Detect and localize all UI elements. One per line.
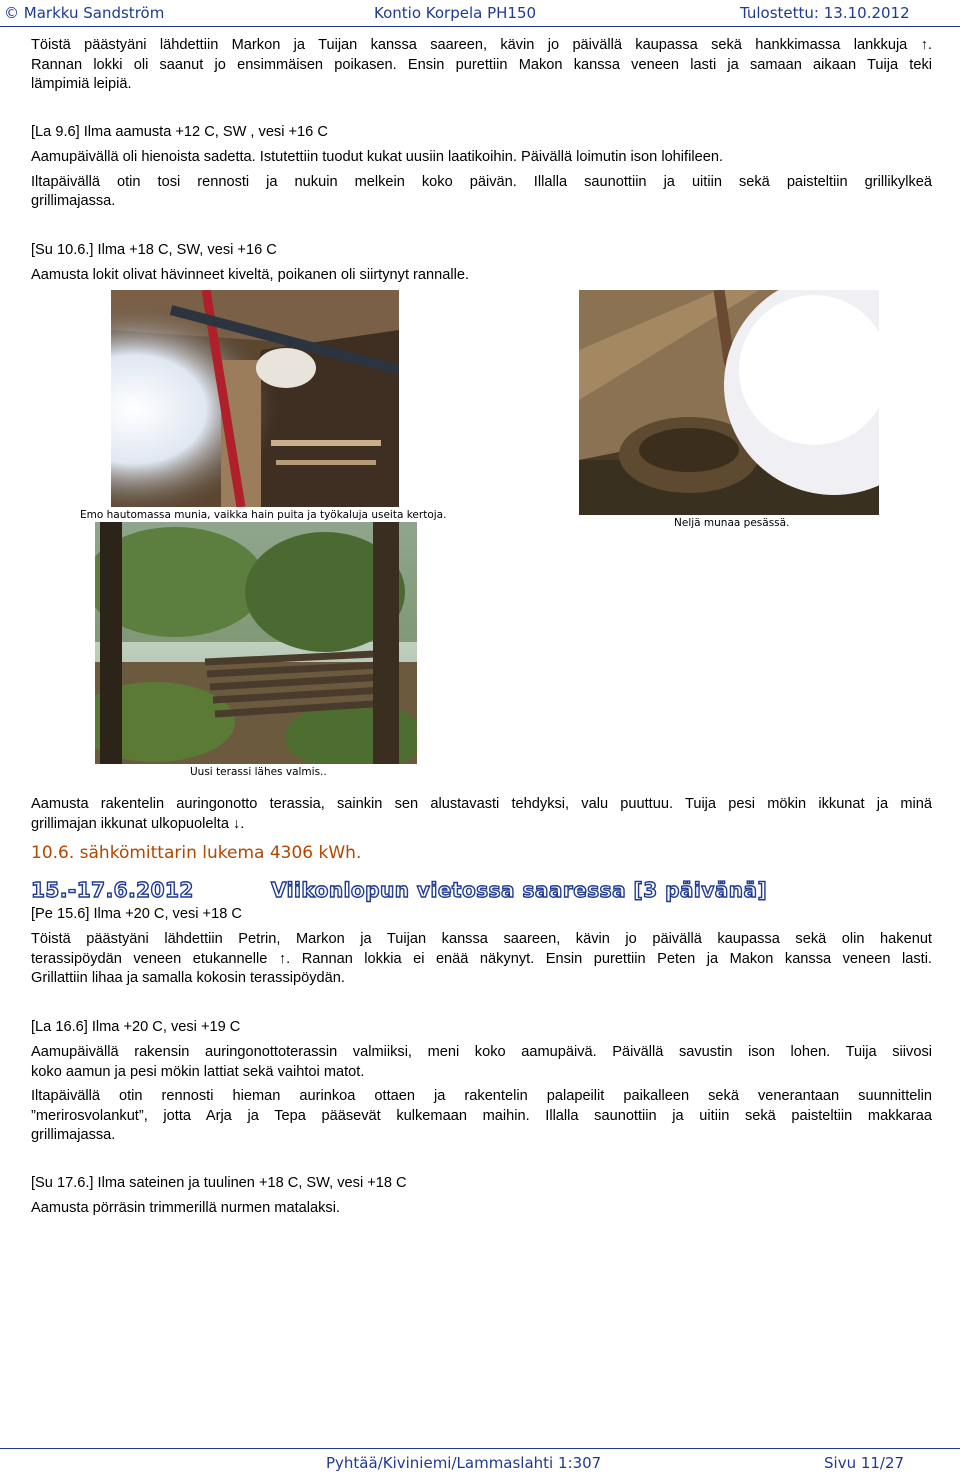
text-line: Töistä päästyäni lähdettiin Markon ja Tuijan kanssa saareen, kävin jo päivällä kaupassa sekä hankkimassa lankkuja ↑. [31,37,932,53]
text-line: lämpimiä leipiä. [31,76,132,92]
text-line: Aamupäivällä rakensin auringonottoterassin valmiiksi, meni koko aamupäivä. Päivällä savustin ison lohen. Tuija siivosi [31,1044,932,1060]
su10-paragraph: Aamusta lokit olivat hävinneet kiveltä, poikanen oli siirtynyt rannalle. [31,267,470,283]
text-line: Rannan lokki oli saanut jo ensimmäisen poikasen. Ensin purettiin Makon kanssa veneen lasti ja samaan aikaan Tuija teki [31,56,932,73]
photo-nest-incubating [111,290,399,507]
la16-heading: [La 16.6] Ilma +20 C, vesi +19 C [31,1019,241,1035]
header-title: Kontio Korpela PH150 [374,4,537,22]
text-line: grillimajassa. [31,1127,116,1143]
page-footer [0,1448,960,1472]
text-line: grillimajassa. [31,193,116,209]
footer-page-number: Sivu 11/27 [824,1454,905,1472]
photo-new-terrace [95,522,417,764]
text-line: Grillattiin lihaa ja samalla kokosin terassipöydän. [31,970,345,986]
text-line: Töistä päästyäni lähdettiin Petrin, Markon ja Tuijan kanssa saareen, kävin jo päivällä kaupassa sekä olin hakenut [31,931,932,947]
pe15-heading: [Pe 15.6] Ilma +20 C, vesi +18 C [31,906,242,922]
text-line: Iltapäivällä otin tosi rennosti ja nukuin melkein koko päivän. Illalla saunottiin ja uitiin sekä paisteltiin grillikylkeä [31,173,932,190]
text-line: Iltapäivällä otin rennosti hieman aurinkoa ottaen ja rakentelin palapeilit paikalleen sekä venerantaan suunnittelin [31,1088,932,1104]
caption-photo-1: Emo hautomassa munia, vaikka hain puita ja työkaluja useita kertoja. [80,509,447,521]
header-print-date: Tulostettu: 13.10.2012 [740,4,910,22]
la9-paragraph [31,148,932,212]
su17-paragraph: Aamusta pörräsin trimmerillä nurmen matalaksi. [31,1200,340,1216]
text-line: Aamusta rakentelin auringonotto terassia, sainkin sen alustavasti tehdyksi, valu puuttuu. Tuija pesi mökin ikkunat ja minä [31,796,932,812]
caption-photo-3: Uusi terassi lähes valmis.. [190,766,327,778]
meter-reading: 10.6. sähkömittarin lukema 4306 kWh. [31,843,362,863]
caption-photo-2: Neljä munaa pesässä. [674,517,790,529]
la16-paragraph [31,1043,932,1146]
section-title: Viikonlopun vietossa saaressa [3 päivänä] [271,878,768,902]
pe15-paragraph [31,930,932,989]
la9-heading: [La 9.6] Ilma aamusta +12 C, SW , vesi +16 C [31,124,328,140]
su10-heading: [Su 10.6.] Ilma +18 C, SW, vesi +16 C [31,242,277,258]
text-line: koko aamun ja pesi mökin lattiat sekä vaihtoi matot. [31,1063,365,1080]
text-line: grillimajan ikkunat ulkopuolelta ↓. [31,815,245,832]
page-header [0,0,960,27]
after-photos-paragraph [31,795,932,834]
text-line: ”merirosvolankut”, jotta Arja ja Tepa pääsevät kulkemaan maihin. Illalla saunottiin ja uitiin sekä paisteltiin makkaraa [31,1107,932,1124]
text-line: Aamupäivällä oli hienoista sadetta. Istutettiin tuodut kukat uusiin laatikoihin. Päivällä loimutin ison lohifileen. [31,149,723,165]
section-dates: 15.-17.6.2012 [31,878,194,902]
footer-location: Pyhtää/Kiviniemi/Lammaslahti 1:307 [326,1454,602,1472]
intro-paragraph [31,36,932,95]
photo-four-eggs [579,290,879,515]
header-author: © Markku Sandström [4,4,165,22]
text-line: terassipöydän veneen etukannelle ↑. Rannan lokkia ei enää näkynyt. Ensin purettiin Peten ja Makon kanssa veneen lasti. [31,950,932,967]
su17-heading: [Su 17.6.] Ilma sateinen ja tuulinen +18 C, SW, vesi +18 C [31,1175,407,1191]
